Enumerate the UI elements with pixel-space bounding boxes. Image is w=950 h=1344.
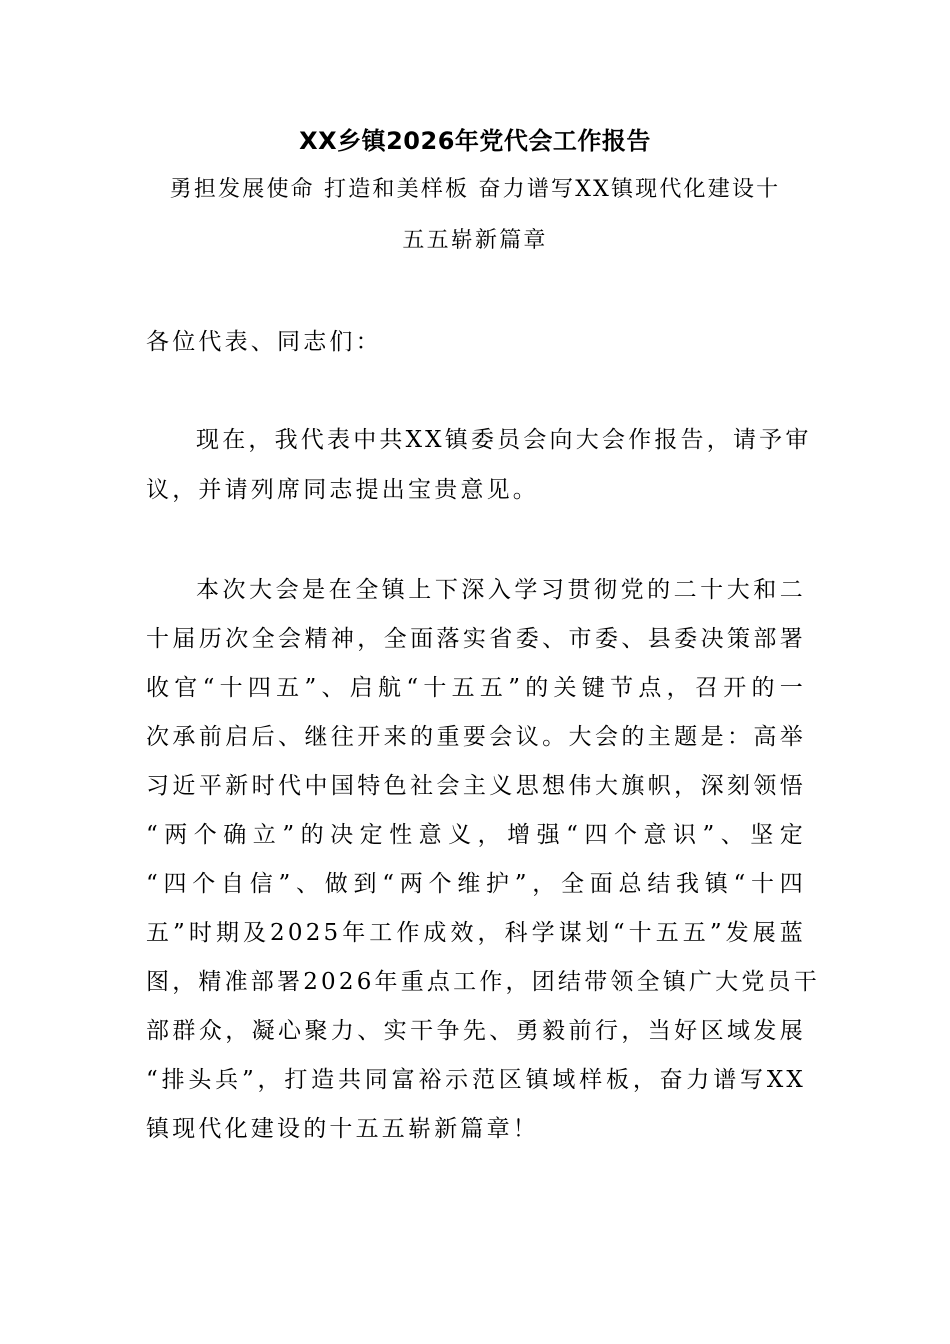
paragraph-line: 本次大会是在全镇上下深入学习贯彻党的二十大和二 bbox=[196, 577, 806, 603]
paragraph-line: “四个自信”、做到“两个维护”，全面总结我镇“十四 bbox=[146, 871, 806, 897]
paragraph-line: 图，精准部署2026年重点工作，团结带领全镇广大党员干 bbox=[146, 969, 820, 995]
paragraph-line: 收官“十四五”、启航“十五五”的关键节点，召开的一 bbox=[146, 675, 806, 701]
paragraph-line: 部群众，凝心聚力、实干争先、勇毅前行，当好区域发展 bbox=[146, 1018, 806, 1044]
document-subtitle-line-1: 勇担发展使命 打造和美样板 奋力谱写XX镇现代化建设十 bbox=[169, 177, 781, 202]
document-title: XX乡镇2026年党代会工作报告 bbox=[299, 127, 651, 155]
paragraph-line: 现在，我代表中共XX镇委员会向大会作报告，请予审 bbox=[196, 427, 812, 453]
paragraph-line: 议，并请列席同志提出宝贵意见。 bbox=[146, 477, 539, 503]
paragraph-line: 次承前启后、继往开来的重要会议。大会的主题是：高举 bbox=[146, 724, 806, 750]
paragraph-line: 习近平新时代中国特色社会主义思想伟大旗帜，深刻领悟 bbox=[146, 773, 806, 799]
paragraph-line: 五”时期及2025年工作成效，科学谋划“十五五”发展蓝 bbox=[146, 920, 806, 946]
paragraph-line: “排头兵”，打造共同富裕示范区镇域样板，奋力谱写XX bbox=[146, 1067, 806, 1093]
paragraph-line: 镇现代化建设的十五五崭新篇章！ bbox=[146, 1116, 539, 1142]
document-subtitle-line-2: 五五崭新篇章 bbox=[402, 228, 548, 253]
salutation: 各位代表、同志们： bbox=[146, 329, 382, 355]
paragraph-line: 十届历次全会精神，全面落实省委、市委、县委决策部署 bbox=[146, 626, 806, 652]
paragraph-line: “两个确立”的决定性意义，增强“四个意识”、坚定 bbox=[146, 822, 806, 848]
